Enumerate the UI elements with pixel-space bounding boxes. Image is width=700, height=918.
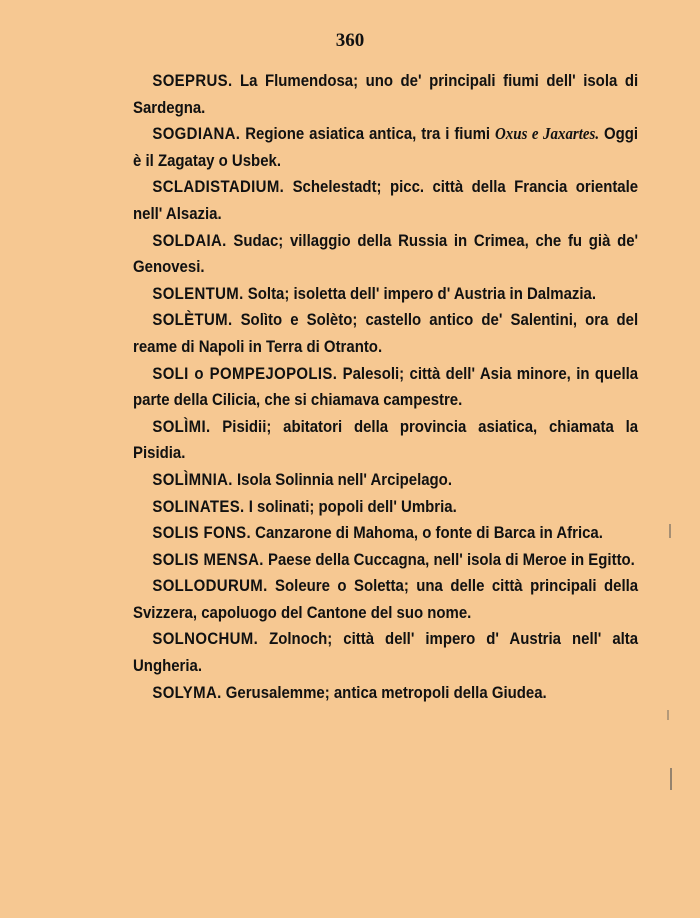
entry	[133, 680, 638, 707]
entry-headword: SOGDIANA.	[152, 124, 241, 144]
scan-mark	[669, 524, 671, 538]
entry	[133, 520, 638, 547]
entry	[133, 547, 638, 574]
entry	[133, 307, 638, 360]
entry	[133, 281, 638, 308]
entry-text: Sudac; villaggio della Russia in Crimea, che fu già de' Genovesi.	[133, 230, 639, 277]
entry-text: Gerusalemme; antica metropoli della Giudea.	[225, 682, 547, 702]
entry-headword: SCLADISTADIUM.	[152, 177, 285, 197]
entry	[133, 573, 638, 626]
entry	[133, 174, 638, 227]
entry	[133, 121, 638, 174]
entry-headword: SOLI o POMPEJOPOLIS.	[152, 363, 338, 383]
entry-headword: SOLÌMI.	[152, 416, 211, 436]
entry-headword: SOLÌMNIA.	[152, 469, 233, 489]
entry-text: Schelestadt; picc. città della Francia orientale nell' Alsazia.	[133, 177, 639, 223]
entry	[133, 467, 638, 494]
scan-mark	[667, 710, 669, 720]
entry-text-tail: Oggi è il Zagatay o Usbek.	[133, 124, 639, 170]
entry-headword: SOLIS FONS.	[152, 523, 251, 543]
entry-headword: SOEPRUS.	[152, 71, 233, 90]
entry-text: Solìto e Solèto; castello antico de' Salentini, ora del reame di Napoli in Terra di Otranto.	[133, 310, 639, 356]
entry-text: Zolnoch; città dell' impero d' Austria nell' alta Ungheria.	[133, 629, 639, 676]
entry-text: Solta; isoletta dell' impero d' Austria in Dalmazia.	[247, 283, 597, 303]
entry-headword: SOLENTUM.	[152, 283, 244, 303]
entry-text: Paese della Cuccagna, nell' isola di Meroe in Egitto.	[267, 549, 635, 569]
entry-text: Isola Solinnia nell' Arcipelago.	[236, 469, 452, 489]
entry	[133, 626, 638, 679]
entry-text: Pisidii; abitatori della provincia asiatica, chiamata la Pisidia.	[133, 416, 639, 463]
entry-text: Soleure o Soletta; una delle città principali della Svizzera, capoluogo del Cantone del suo nome.	[133, 576, 639, 622]
page-number: 360	[335, 30, 365, 51]
scan-mark	[670, 768, 672, 790]
entry-text: Regione asiatica antica, tra i fiumi	[245, 124, 491, 144]
entry-text: Palesoli; città dell' Asia minore, in quella parte della Cilicia, che si chiamava campestre.	[133, 363, 639, 410]
entry	[133, 68, 638, 121]
entry-text: La Flumendosa; uno de' principali fiumi dell' isola di Sardegna.	[133, 71, 639, 117]
entry-text: I solinati; popoli dell' Umbria.	[248, 496, 457, 516]
entry-headword: SOLYMA.	[152, 682, 222, 702]
entry-headword: SOLDAIA.	[152, 230, 227, 250]
entry	[133, 414, 638, 467]
dictionary-entries	[133, 68, 638, 706]
entry-text: Canzarone di Mahoma, o fonte di Barca in Africa.	[255, 523, 603, 543]
entry-headword: SOLÈTUM.	[152, 310, 233, 330]
entry	[133, 361, 638, 414]
entry-headword: SOLIS MENSA.	[152, 549, 264, 569]
entry-headword: SOLNOCHUM.	[152, 629, 259, 649]
entry	[133, 494, 638, 521]
entry	[133, 228, 638, 281]
entry-headword: SOLLODURUM.	[152, 576, 268, 596]
entry-headword: SOLINATES.	[152, 496, 245, 516]
entry-italic-text: Oxus e Jaxartes.	[494, 124, 600, 144]
